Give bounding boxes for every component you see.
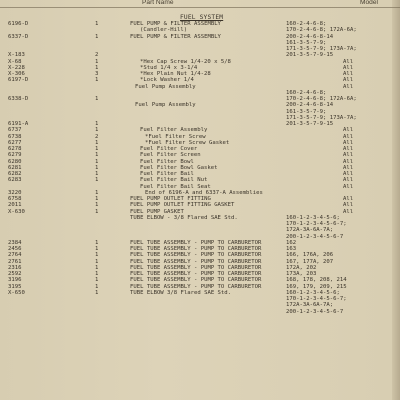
part-quantity: 1: [95, 164, 99, 171]
part-number: 2456: [8, 246, 22, 252]
part-model: 161-3-5-7-9;: [286, 39, 327, 46]
part-name: Fuel Pump Assembly: [135, 83, 196, 90]
part-name: FUEL TUBE ASSEMBLY - PUMP TO CARBURETOR: [130, 252, 262, 259]
part-quantity: 2: [95, 133, 99, 140]
part-model: 170-2-4-6-8; 172A-6A;: [286, 27, 357, 34]
part-number: 6281: [8, 164, 22, 171]
part-model: All: [343, 158, 354, 165]
part-number: 3195: [8, 283, 22, 290]
page-edge-shadow: [392, 0, 400, 400]
part-number: X-228: [8, 64, 25, 71]
part-number: 6283: [8, 177, 22, 184]
part-name: *Fuel Filter Screw: [145, 133, 206, 140]
part-quantity: 1: [95, 158, 99, 165]
part-number: X-183: [8, 52, 25, 59]
part-name: FUEL TUBE ASSEMBLY - PUMP TO CARBURETOR: [130, 258, 262, 265]
part-model: 172A-3A-6A-7A;: [286, 227, 334, 234]
part-name: FUEL TUBE ASSEMBLY - PUMP TO CARBURETOR: [130, 246, 262, 252]
part-model: 168, 178, 208, 214: [286, 277, 347, 284]
part-model: All: [343, 196, 354, 202]
part-model: 172A, 202: [286, 264, 317, 271]
part-number: 2011: [8, 202, 22, 209]
part-quantity: 1: [95, 208, 99, 215]
part-quantity: 1: [95, 271, 99, 277]
part-number: 6278: [8, 146, 22, 152]
section-heading: FUEL SYSTEM: [180, 14, 224, 21]
part-model: 171-3-5-7-9; 173A-7A;: [286, 46, 357, 52]
part-name: Fuel Filter Bail Seat: [140, 183, 211, 190]
part-name: FUEL PUMP & FILTER ASSEMBLY: [130, 33, 221, 40]
part-name: Fuel Filter Screen: [140, 152, 201, 159]
part-name: *Fuel Filter Screw Gasket: [145, 139, 230, 146]
part-model: All: [343, 139, 354, 146]
part-name: Fuel Filter Cover: [140, 146, 198, 152]
part-number: 6191-A: [8, 121, 29, 127]
part-name: *Lock Washer 1/4: [140, 77, 194, 84]
part-number: 6337-D: [8, 33, 29, 40]
part-model: 160-2-4-6-8;: [286, 21, 327, 27]
part-quantity: 1: [95, 21, 99, 27]
part-quantity: 3: [95, 71, 99, 77]
part-quantity: 1: [95, 58, 99, 65]
part-model: 200-1-2-3-4-5-6-7: [286, 308, 344, 315]
part-model: 201-3-5-7-9-15: [286, 121, 334, 127]
part-model: 160-2-4-6-8;: [286, 89, 327, 96]
part-number: 2384: [8, 239, 22, 246]
part-number: 6282: [8, 171, 22, 177]
part-name: *Hex Plain Nut 1/4-28: [140, 71, 211, 77]
part-name: Fuel Filter Bail Nut: [140, 177, 208, 184]
part-quantity: 1: [95, 196, 99, 202]
part-quantity: 1: [95, 189, 99, 196]
part-name: TUBE ELBOW - 3/8 Flared SAE Std.: [130, 214, 238, 221]
part-name: FUEL PUMP & FILTER ASSEMBLY: [130, 21, 221, 27]
part-quantity: 1: [95, 283, 99, 290]
part-name: FUEL TUBE ASSEMBLY - PUMP TO CARBURETOR: [130, 277, 262, 284]
part-number: 6196-D: [8, 21, 29, 27]
part-quantity: 1: [95, 258, 99, 265]
part-name: FUEL TUBE ASSEMBLY - PUMP TO CARBURETOR: [130, 239, 262, 246]
part-model: 200-2-4-6-8-14: [286, 33, 334, 40]
part-name: *Stud 1/4 x 3-1/4: [140, 64, 198, 71]
part-number: 6280: [8, 158, 22, 165]
part-model: All: [343, 58, 354, 65]
part-model: All: [343, 146, 354, 152]
parts-row: [0, 309, 400, 315]
part-model: All: [343, 171, 354, 177]
part-model: 161-3-5-7-9;: [286, 108, 327, 115]
part-model: 169, 179, 209, 215: [286, 283, 347, 290]
part-model: 162: [286, 239, 297, 246]
part-quantity: 1: [95, 146, 99, 152]
part-quantity: 1: [95, 152, 99, 159]
part-quantity: 1: [95, 277, 99, 284]
part-model: 167, 177A, 207: [286, 258, 334, 265]
part-quantity: 1: [95, 264, 99, 271]
part-model: 160-1-2-3-4-5-6;: [286, 214, 340, 221]
part-number: 2316: [8, 264, 22, 271]
part-quantity: 1: [95, 77, 99, 84]
part-model: All: [343, 183, 354, 190]
part-number: 6737: [8, 127, 22, 134]
parts-list: [0, 21, 400, 315]
part-model: 170-1-2-3-4-5-6-7;: [286, 221, 347, 227]
part-number: X-68: [8, 58, 22, 65]
part-model: All: [343, 71, 354, 77]
part-model: 160-1-2-3-4-5-6;: [286, 289, 340, 296]
header-col-partname: Part Name: [142, 0, 174, 6]
part-name: FUEL TUBE ASSEMBLY - PUMP TO CARBURETOR: [130, 264, 262, 271]
part-quantity: 1: [95, 33, 99, 40]
part-model: 173A, 203: [286, 271, 317, 277]
part-model: 172A-3A-6A-7A;: [286, 302, 334, 309]
part-name: TUBE ELBOW 3/8 Flared SAE Std.: [130, 289, 232, 296]
part-name: Fuel Filter Bail: [140, 171, 194, 177]
part-name: FUEL PUMP OUTLET FITTING GASKET: [130, 202, 235, 209]
part-model: All: [343, 133, 354, 140]
part-model: All: [343, 208, 354, 215]
part-model: 166, 176A, 206: [286, 252, 334, 259]
part-number: 6277: [8, 139, 22, 146]
part-name: FUEL PUMP OUTLET FITTING: [130, 196, 211, 202]
part-number: 3220: [8, 189, 22, 196]
part-model: 171-3-5-7-9; 173A-7A;: [286, 114, 357, 121]
part-quantity: 1: [95, 121, 99, 127]
header-col-model: Model: [360, 0, 378, 6]
part-number: 2764: [8, 252, 22, 259]
part-quantity: 1: [95, 289, 99, 296]
part-name: *Hex Cap Screw 1/4-20 x 5/8: [140, 58, 231, 65]
part-number: 3196: [8, 277, 22, 284]
part-quantity: 1: [95, 64, 99, 71]
part-model: 201-3-5-7-9-15: [286, 52, 334, 59]
part-quantity: 1: [95, 202, 99, 209]
part-model: All: [343, 77, 354, 84]
part-quantity: 1: [95, 252, 99, 259]
part-model: All: [343, 64, 354, 71]
part-quantity: 2: [95, 52, 99, 59]
part-number: 6758: [8, 196, 22, 202]
part-quantity: 1: [95, 127, 99, 134]
part-model: 200-2-4-6-8-14: [286, 102, 334, 109]
part-number: 6279: [8, 152, 22, 159]
part-quantity: 1: [95, 139, 99, 146]
part-number: 2761: [8, 258, 22, 265]
part-quantity: 1: [95, 171, 99, 177]
part-model: All: [343, 202, 354, 209]
part-name: End of 6196-A and 6337-A Assemblies: [145, 189, 263, 196]
part-model: All: [343, 164, 354, 171]
part-model: All: [343, 152, 354, 159]
part-model: 170-2-4-6-8; 172A-6A;: [286, 96, 357, 102]
part-quantity: 1: [95, 96, 99, 102]
part-name: FUEL TUBE ASSEMBLY - PUMP TO CARBURETOR: [130, 283, 262, 290]
part-number: 2592: [8, 271, 22, 277]
part-name: Fuel Filter Bowl Gasket: [140, 164, 218, 171]
part-quantity: 1: [95, 246, 99, 252]
part-number: 6738: [8, 133, 22, 140]
part-number: X-630: [8, 208, 25, 215]
part-number: 6338-D: [8, 96, 29, 102]
part-name: FUEL PUMP GASKET: [130, 208, 184, 215]
part-number: X-306: [8, 71, 25, 77]
part-model: All: [343, 177, 354, 184]
part-name: Fuel Filter Assembly: [140, 127, 208, 134]
part-name: Fuel Pump Assembly: [135, 102, 196, 109]
part-name: FUEL TUBE ASSEMBLY - PUMP TO CARBURETOR: [130, 271, 262, 277]
part-model: 163: [286, 246, 297, 252]
part-number: X-650: [8, 289, 25, 296]
part-model: All: [343, 83, 354, 90]
part-name: (Candler-Hill): [140, 27, 188, 34]
part-name: Fuel Filter Bowl: [140, 158, 194, 165]
part-quantity: 1: [95, 239, 99, 246]
part-model: All: [343, 127, 354, 134]
part-number: 6197-D: [8, 77, 29, 84]
part-model: 200-1-2-3-4-5-6-7: [286, 233, 344, 240]
part-model: 170-1-2-3-4-5-6-7;: [286, 296, 347, 302]
column-header: [0, 0, 400, 8]
part-quantity: 1: [95, 177, 99, 184]
